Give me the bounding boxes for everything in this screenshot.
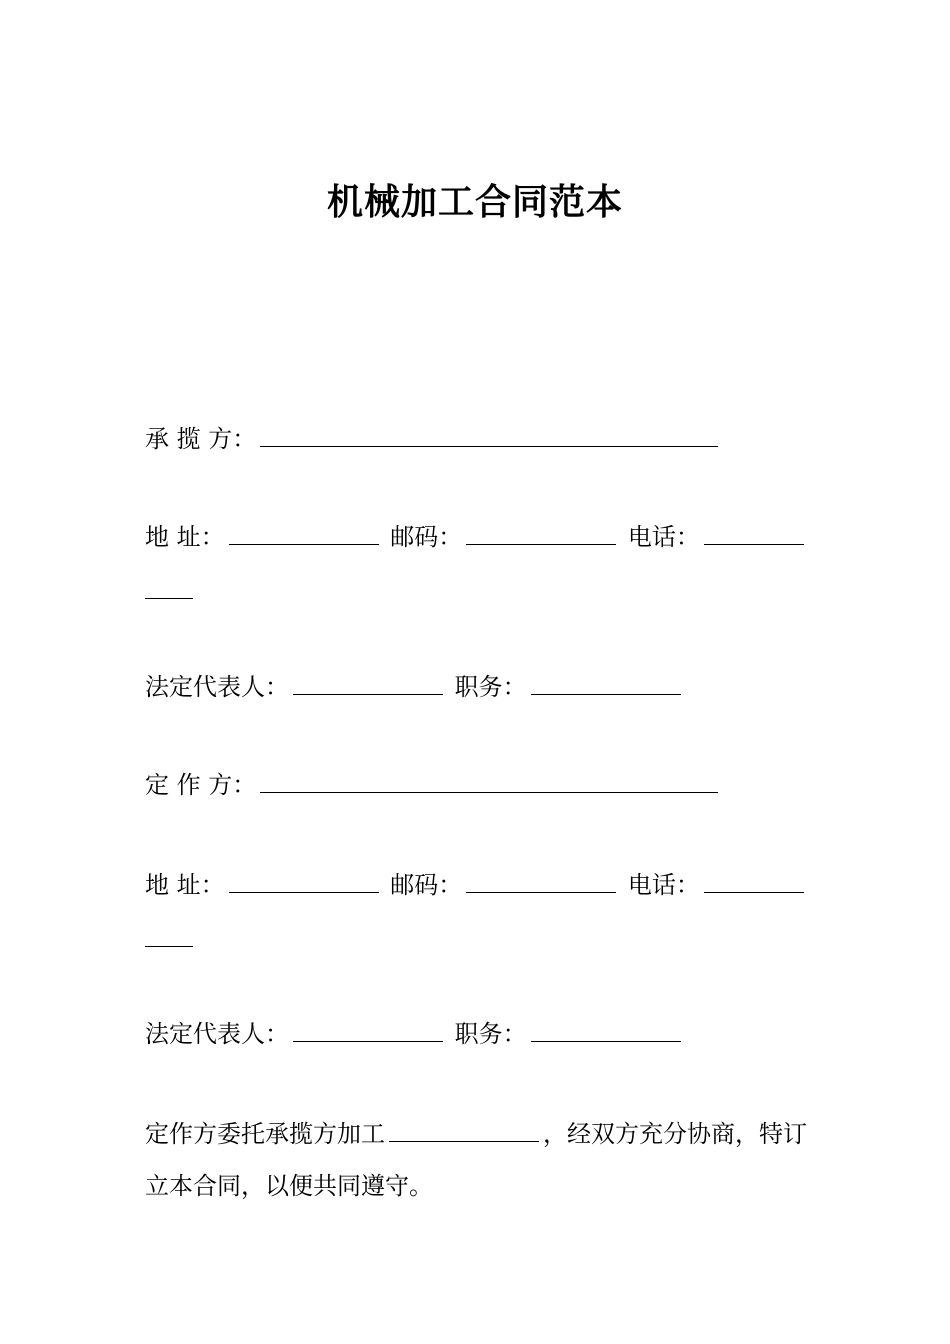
intro-paragraph [145, 1108, 810, 1212]
contractor-name-field[interactable] [260, 422, 718, 447]
ordering-party-postcode-field[interactable] [466, 868, 616, 893]
ordering-party-name-field[interactable] [260, 768, 718, 793]
ordering-party-position-label: 职务： [454, 1020, 527, 1048]
ordering-party-address-label: 地 址： [145, 871, 225, 899]
contractor-rep-line [145, 670, 685, 704]
processed-item-field[interactable] [389, 1117, 539, 1142]
ordering-party-phone-label: 电话： [627, 871, 700, 899]
ordering-party-phone-field-continued[interactable] [145, 922, 193, 947]
contractor-position-field[interactable] [531, 670, 681, 695]
ordering-party-postcode-label: 邮码： [390, 871, 463, 899]
contractor-address-label: 地 址： [145, 523, 225, 551]
ordering-party-rep-line [145, 1017, 685, 1051]
contractor-position-label: 职务： [454, 673, 527, 701]
intro-text-part2: ，经双方充分协商，特订立本合同，以便共同遵守。 [145, 1120, 807, 1200]
document-title: 机械加工合同范本 [326, 181, 623, 223]
contractor-address-field[interactable] [229, 520, 379, 545]
intro-text-part1: 定作方委托承揽方加工 [145, 1120, 385, 1148]
contractor-phone-field[interactable] [704, 520, 804, 545]
ordering-party-rep-label: 法定代表人： [145, 1020, 289, 1048]
ordering-party-label: 定 作 方： [145, 771, 257, 799]
ordering-party-position-field[interactable] [531, 1017, 681, 1042]
contractor-phone-continuation [145, 574, 197, 608]
contractor-line [145, 422, 722, 456]
ordering-party-contact-line [145, 868, 804, 902]
contractor-rep-field[interactable] [293, 670, 443, 695]
contractor-phone-label: 电话： [627, 523, 700, 551]
contractor-postcode-field[interactable] [466, 520, 616, 545]
ordering-party-phone-field[interactable] [704, 868, 804, 893]
ordering-party-address-field[interactable] [229, 868, 379, 893]
ordering-party-rep-field[interactable] [293, 1017, 443, 1042]
contractor-phone-field-continued[interactable] [145, 574, 193, 599]
ordering-party-line [145, 768, 722, 802]
contractor-rep-label: 法定代表人： [145, 673, 289, 701]
contractor-label: 承 揽 方： [145, 425, 257, 453]
contractor-contact-line [145, 520, 804, 554]
contractor-postcode-label: 邮码： [390, 523, 463, 551]
ordering-party-phone-continuation [145, 922, 197, 956]
